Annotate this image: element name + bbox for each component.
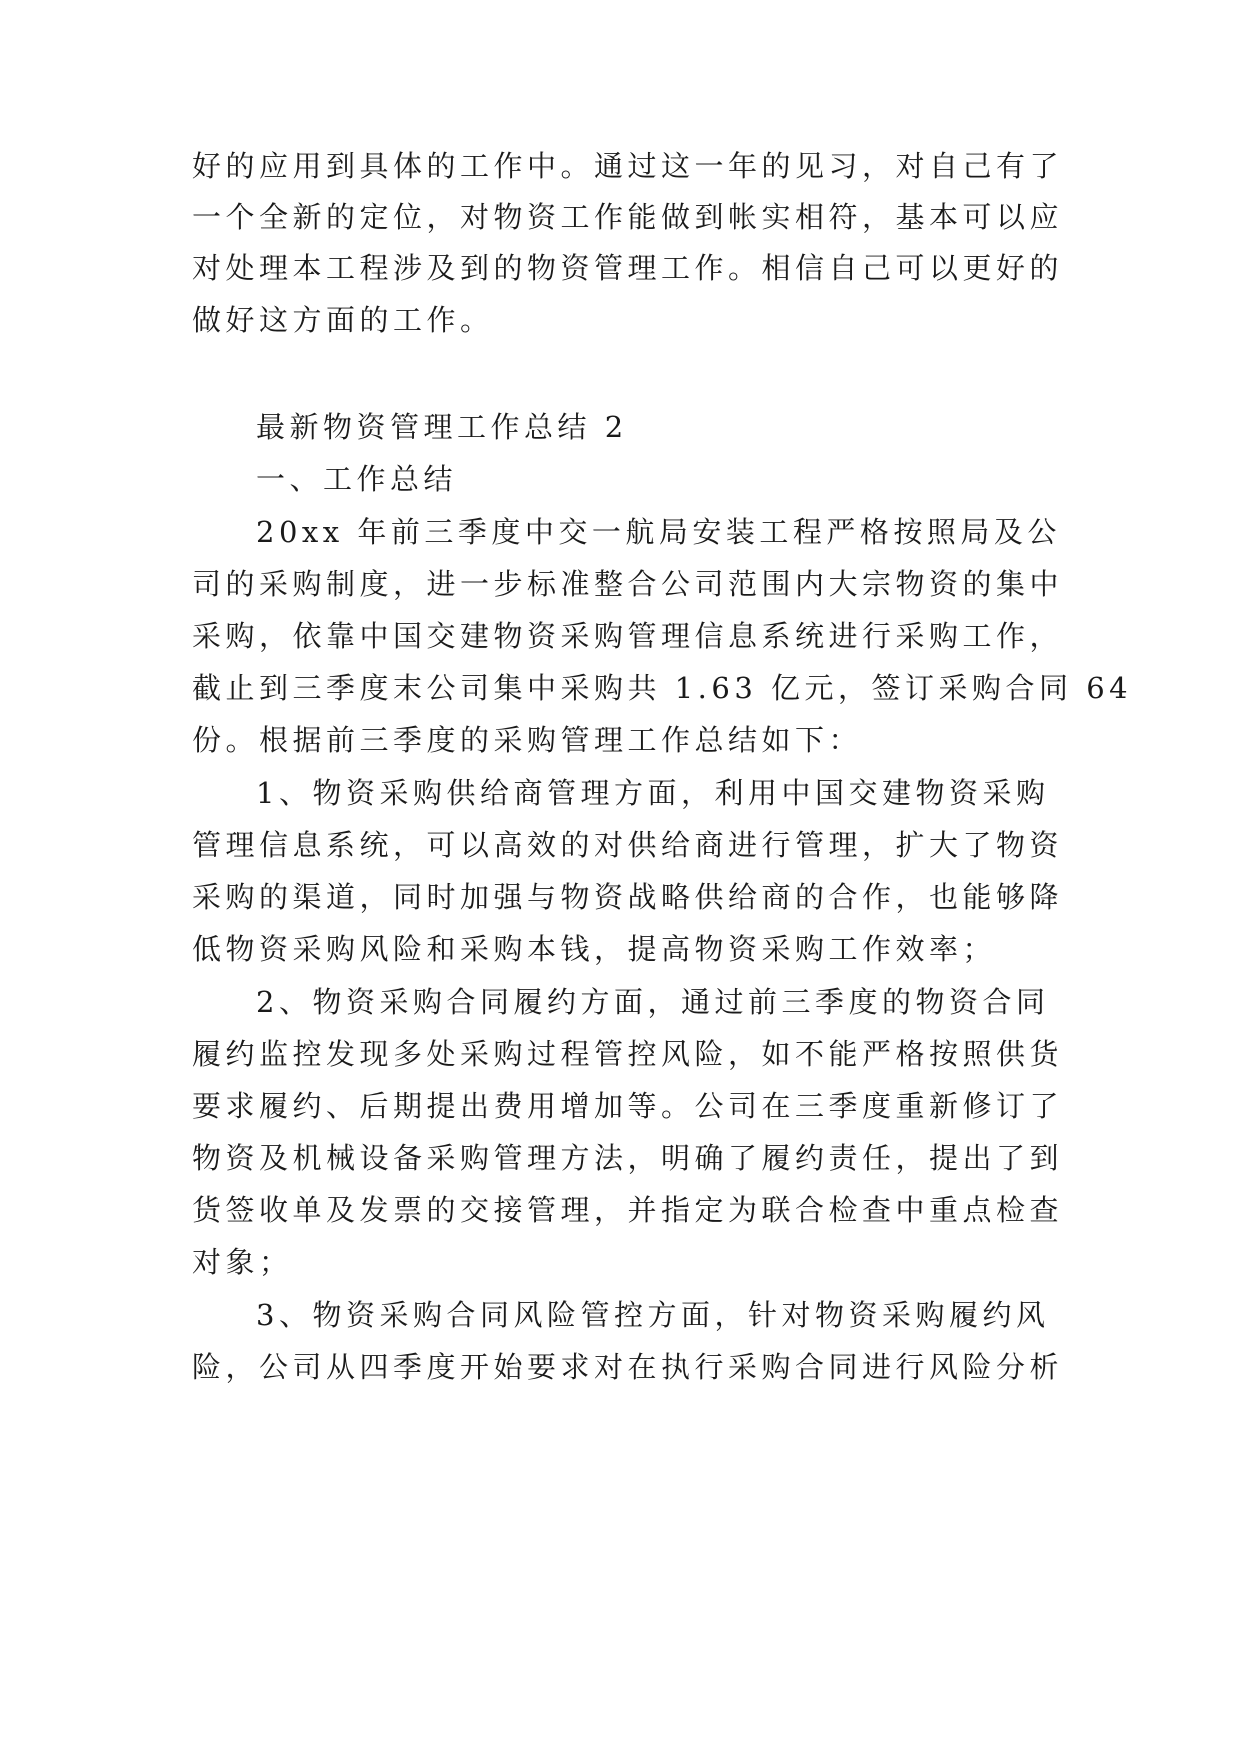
section-heading: 最新物资管理工作总结 2 — [256, 410, 628, 444]
list-item-line: 低物资采购风险和采购本钱，提高物资采购工作效率； — [192, 932, 997, 966]
paragraph-line: 做好这方面的工作。 — [192, 303, 494, 337]
list-item-line: 采购的渠道，同时加强与物资战略供给商的合作，也能够降 — [192, 880, 1064, 914]
paragraph-line: 司的采购制度，进一步标准整合公司范围内大宗物资的集中 — [192, 567, 1064, 601]
list-item-line: 险，公司从四季度开始要求对在执行采购合同进行风险分析 — [192, 1350, 1064, 1384]
list-item-line: 3、物资采购合同风险管控方面，针对物资采购履约风 — [256, 1298, 1050, 1332]
paragraph-line: 对处理本工程涉及到的物资管理工作。相信自己可以更好的 — [192, 251, 1064, 285]
paragraph-line: 采购，依靠中国交建物资采购管理信息系统进行采购工作， — [192, 619, 1064, 653]
list-item-line: 对象； — [192, 1245, 293, 1279]
list-item-line: 要求履约、后期提出费用增加等。公司在三季度重新修订了 — [192, 1089, 1064, 1123]
paragraph-line: 20xx 年前三季度中交一航局安装工程严格按照局及公 — [256, 515, 1061, 549]
list-item-line: 2、物资采购合同履约方面，通过前三季度的物资合同 — [256, 985, 1050, 1019]
subsection-heading: 一、工作总结 — [256, 462, 458, 496]
list-item-line: 管理信息系统，可以高效的对供给商进行管理，扩大了物资 — [192, 828, 1064, 862]
paragraph-line: 份。根据前三季度的采购管理工作总结如下： — [192, 723, 863, 757]
list-item-line: 物资及机械设备采购管理方法，明确了履约责任，提出了到 — [192, 1141, 1064, 1175]
paragraph-line: 好的应用到具体的工作中。通过这一年的见习，对自己有了 — [192, 149, 1064, 183]
list-item-line: 1、物资采购供给商管理方面，利用中国交建物资采购 — [256, 776, 1050, 810]
paragraph-line: 一个全新的定位，对物资工作能做到帐实相符，基本可以应 — [192, 200, 1064, 234]
list-item-line: 货签收单及发票的交接管理，并指定为联合检查中重点检查 — [192, 1193, 1064, 1227]
paragraph-line: 截止到三季度末公司集中采购共 1.63 亿元，签订采购合同 64 — [192, 671, 1133, 705]
list-item-line: 履约监控发现多处采购过程管控风险，如不能严格按照供货 — [192, 1037, 1064, 1071]
